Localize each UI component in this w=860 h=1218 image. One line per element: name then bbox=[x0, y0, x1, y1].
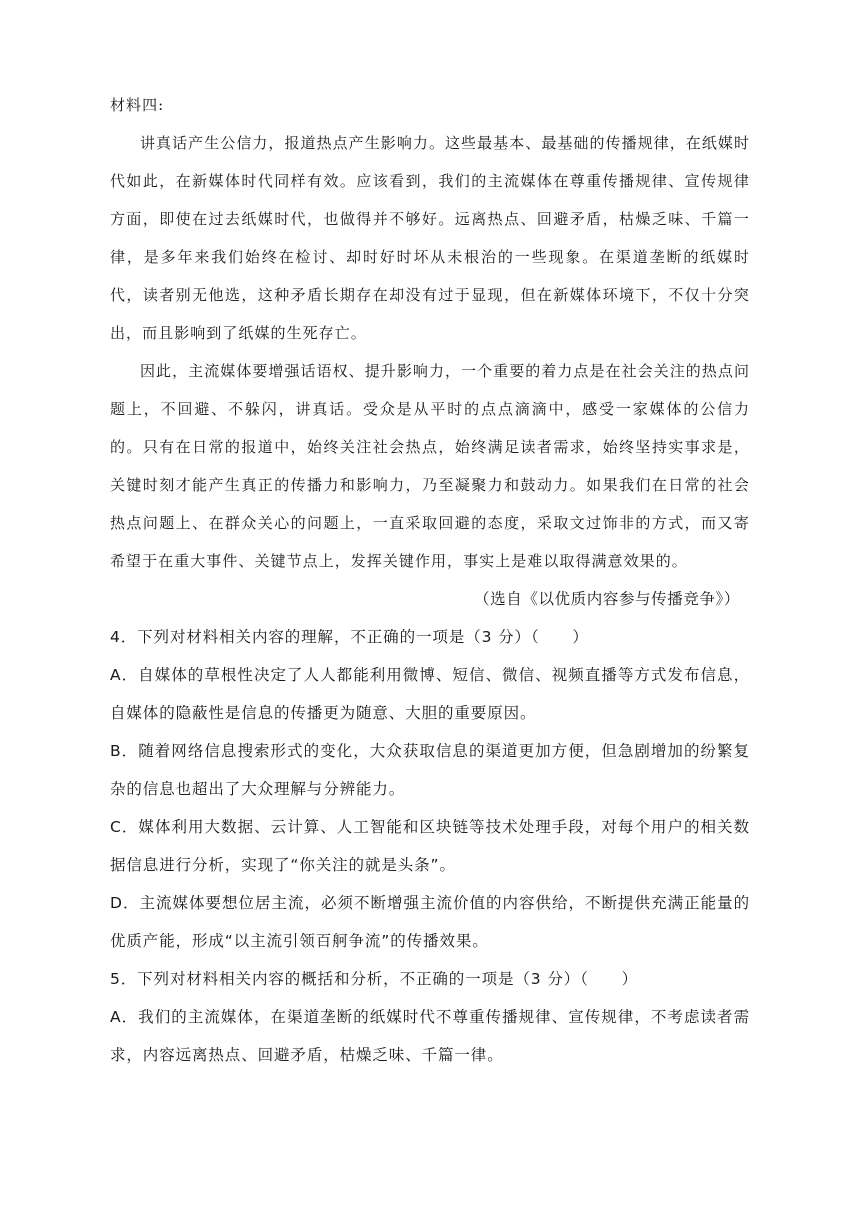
material-source: （选自《以优质内容参与传播竞争》） bbox=[474, 590, 740, 608]
material-heading: 材料四: bbox=[110, 96, 165, 114]
question-4-option-b: B．随着网络信息搜索形式的变化，大众获取信息的渠道更加方便，但急剧增加的纷繁复杂的信息也超出了大众理解与分辨能力。 bbox=[110, 742, 750, 798]
question-5-stem: 5．下列对材料相关内容的概括和分析，不正确的一项是（3 分）（ ） bbox=[110, 970, 639, 988]
question-4-stem: 4．下列对材料相关内容的理解，不正确的一项是（3 分）（ ） bbox=[110, 628, 589, 646]
document-page bbox=[110, 86, 750, 1074]
question-4-option-c: C．媒体利用大数据、云计算、人工智能和区块链等技术处理手段，对每个用户的相关数据信息进行分析，实现了“你关注的就是头条”。 bbox=[110, 818, 750, 874]
question-4-option-d: D．主流媒体要想位居主流，必须不断增强主流价值的内容供给，不断提供充满正能量的优质产能，形成“以主流引领百舸争流”的传播效果。 bbox=[110, 894, 750, 950]
material-paragraph-2: 因此，主流媒体要增强话语权、提升影响力，一个重要的着力点是在社会关注的热点问题上，不回避、不躲闪，讲真话。受众是从平时的点点滴滴中，感受一家媒体的公信力的。只有在日常的报道中，始终关注社会热点，始终满足读者需求，始终坚持实事求是，关键时刻才能产生真正的传播力和影响力，乃至凝聚力和鼓动力。如果我们在日常的社会热点问题上、在群众关心的问题上，一直采取回避的态度，采取文过饰非的方式，而又寄希望于在重大事件、关键节点上，发挥关键作用，事实上是难以取得满意效果的。 bbox=[110, 362, 750, 570]
question-4-option-a: A．自媒体的草根性决定了人人都能利用微博、短信、微信、视频直播等方式发布信息，自媒体的隐蔽性是信息的传播更为随意、大胆的重要原因。 bbox=[110, 666, 750, 722]
material-paragraph-1: 讲真话产生公信力，报道热点产生影响力。这些最基本、最基础的传播规律，在纸媒时代如此，在新媒体时代同样有效。应该看到，我们的主流媒体在尊重传播规律、宣传规律方面，即使在过去纸媒时代，也做得并不够好。远离热点、回避矛盾，枯燥乏味、千篇一律，是多年来我们始终在检讨、却时好时坏从未根治的一些现象。在渠道垄断的纸媒时代，读者别无他选，这种矛盾长期存在却没有过于显现，但在新媒体环境下，不仅十分突出，而且影响到了纸媒的生死存亡。 bbox=[110, 134, 750, 342]
question-5-option-a: A．我们的主流媒体，在渠道垄断的纸媒时代不尊重传播规律、宣传规律，不考虑读者需求，内容远离热点、回避矛盾，枯燥乏味、千篇一律。 bbox=[110, 1008, 750, 1064]
